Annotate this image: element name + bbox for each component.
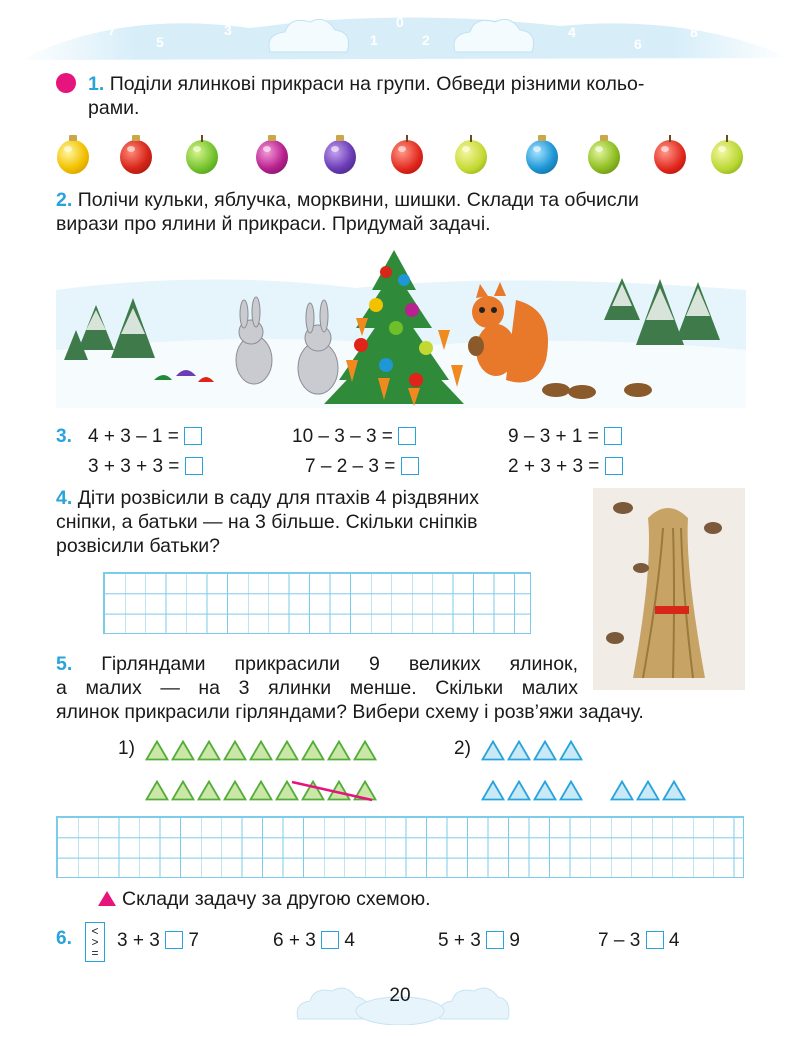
task6-number [56, 928, 72, 950]
expression-text: 3 + 3 + 3 = [88, 456, 180, 477]
task4-line3: розвісили батьки? [56, 535, 220, 557]
expression-text: 2 + 3 + 3 = [508, 456, 600, 477]
scheme2-triangle [507, 780, 531, 801]
expression [88, 426, 202, 448]
header-number: 8 [690, 24, 698, 40]
scheme1-top-row [145, 740, 377, 761]
header-decoration [0, 0, 800, 70]
ornament-red-apple [654, 140, 686, 174]
header-number: 2 [422, 32, 430, 48]
ornament-green-apple [711, 140, 743, 174]
task-number: 1. [88, 73, 105, 95]
expression-text: 9 – 3 + 1 = [508, 426, 599, 447]
scheme1-triangle [353, 740, 377, 761]
answer-box[interactable] [398, 427, 416, 445]
scheme1-triangle [197, 780, 221, 801]
ornament-blue-bauble [526, 140, 558, 174]
comparison-right: 9 [509, 930, 520, 951]
header-number: 6 [634, 36, 642, 52]
scheme2-triangle [507, 740, 531, 761]
page-number: 20 [389, 985, 411, 1006]
task1-text [88, 72, 768, 120]
answer-box[interactable] [184, 427, 202, 445]
comparison-left: 7 – 3 [598, 930, 641, 951]
scheme1-triangle [223, 740, 247, 761]
scheme1-triangle [197, 740, 221, 761]
difficulty-dot [56, 73, 76, 93]
sign-box[interactable] [646, 931, 664, 949]
comparison-left: 6 + 3 [273, 930, 316, 951]
sign-box[interactable] [165, 931, 183, 949]
scheme2-label: 2) [454, 738, 471, 759]
header-number: 0 [396, 14, 404, 30]
scheme1-triangle [145, 780, 169, 801]
scheme1-triangle [301, 740, 325, 761]
comparison [438, 930, 520, 952]
answer-grid[interactable] [56, 816, 744, 878]
sign-box[interactable] [321, 931, 339, 949]
scheme1-triangle [275, 740, 299, 761]
ornament-yellow-bauble [57, 140, 89, 174]
task-number: 3. [56, 426, 72, 447]
scheme2-triangle [610, 780, 634, 801]
sign-box[interactable] [486, 931, 504, 949]
expression [88, 456, 203, 478]
expression-text: 10 – 3 – 3 = [292, 426, 393, 447]
task1-line2: рами. [88, 97, 140, 119]
task-number: 5. [56, 653, 73, 675]
scheme2-triangle [559, 780, 583, 801]
task4-line1: Діти розвісили в саду для птахів 4 різдвяних [77, 487, 479, 509]
ornament-purple-bauble [256, 140, 288, 174]
task3-number [56, 426, 72, 448]
task-number: 2. [56, 189, 73, 211]
task5-line2: а малих — на 3 ялинки менше. Скільки малих [56, 677, 578, 699]
scheme1-triangle [223, 780, 247, 801]
scheme2-triangle [533, 740, 557, 761]
ornament-red-bauble [120, 140, 152, 174]
task5-line3: ялинок прикрасили гірляндами? Вибери схему і розв’яжи задачу. [56, 701, 644, 723]
winter-scene-illustration [56, 250, 746, 408]
ornament-violet-bauble [324, 140, 356, 174]
task-number: 4. [56, 487, 73, 509]
header-number: 4 [568, 24, 576, 40]
header-number: 7 [108, 22, 116, 38]
scheme2-triangle [636, 780, 660, 801]
ornament-red-apple [391, 140, 423, 174]
sign-less: < [91, 923, 99, 938]
scheme2-top-row [481, 740, 583, 761]
answer-box[interactable] [401, 457, 419, 475]
task2-text [56, 188, 756, 236]
answer-box[interactable] [604, 427, 622, 445]
comparison-right: 7 [188, 930, 199, 951]
ornament-green-apple [186, 140, 218, 174]
answer-box[interactable] [605, 457, 623, 475]
scheme1-triangle [171, 780, 195, 801]
comparison-left: 3 + 3 [117, 930, 160, 951]
task5-text [56, 652, 746, 724]
answer-box[interactable] [185, 457, 203, 475]
scheme2-triangle [481, 740, 505, 761]
expression-text: 7 – 2 – 3 = [305, 456, 396, 477]
sign-greater: > [91, 934, 99, 949]
scheme2-triangle [481, 780, 505, 801]
task1-line1: Поділи ялинкові прикраси на групи. Обведи різними кольо- [109, 73, 645, 95]
scheme2-bottom-group [481, 780, 583, 801]
comparison-signs-box [85, 922, 105, 962]
scheme2-triangle [533, 780, 557, 801]
header-number: 1 [370, 32, 378, 48]
triangle-marker-icon [97, 890, 117, 907]
task4-line2: сніпки, а батьки — на 3 більше. Скільки сніпків [56, 511, 478, 533]
expression [292, 426, 416, 448]
ornament-yellow-green-apple [455, 140, 487, 174]
scheme1-triangle [145, 740, 169, 761]
scheme2-triangle [559, 740, 583, 761]
task2-line2: вирази про ялини й прикраси. Придумай задачі. [56, 213, 491, 235]
comparison-right: 4 [668, 930, 680, 951]
scheme1-triangle [171, 740, 195, 761]
comparison [117, 930, 199, 952]
crossout-line [290, 778, 374, 804]
ornament-green-bauble [588, 140, 620, 174]
scheme2-bottom-group [610, 780, 686, 801]
comparison [273, 930, 355, 952]
task-number: 6. [56, 928, 72, 949]
expression [508, 426, 622, 448]
header-number: 5 [156, 34, 164, 50]
sign-equal: = [91, 945, 99, 960]
task4-text [56, 486, 580, 558]
scheme1-label: 1) [118, 738, 135, 759]
comparison-right: 4 [344, 930, 355, 951]
answer-grid[interactable] [103, 572, 531, 634]
comparison [598, 930, 679, 952]
task5-line1: Гірляндами прикрасили 9 великих ялинок, [101, 653, 578, 675]
triangle-task-text: Склади задачу за другою схемою. [122, 888, 431, 910]
scheme1-triangle [249, 740, 273, 761]
scheme1-triangle [249, 780, 273, 801]
header-number: 3 [224, 22, 232, 38]
expression [508, 456, 623, 478]
task2-line1: Полічи кульки, яблучка, морквини, шишки. Склади та обчисли [77, 189, 639, 211]
scheme1-triangle [327, 740, 351, 761]
expression-text: 4 + 3 – 1 = [88, 426, 179, 447]
expression [305, 456, 419, 478]
scheme2-triangle [662, 780, 686, 801]
comparison-left: 5 + 3 [438, 930, 481, 951]
